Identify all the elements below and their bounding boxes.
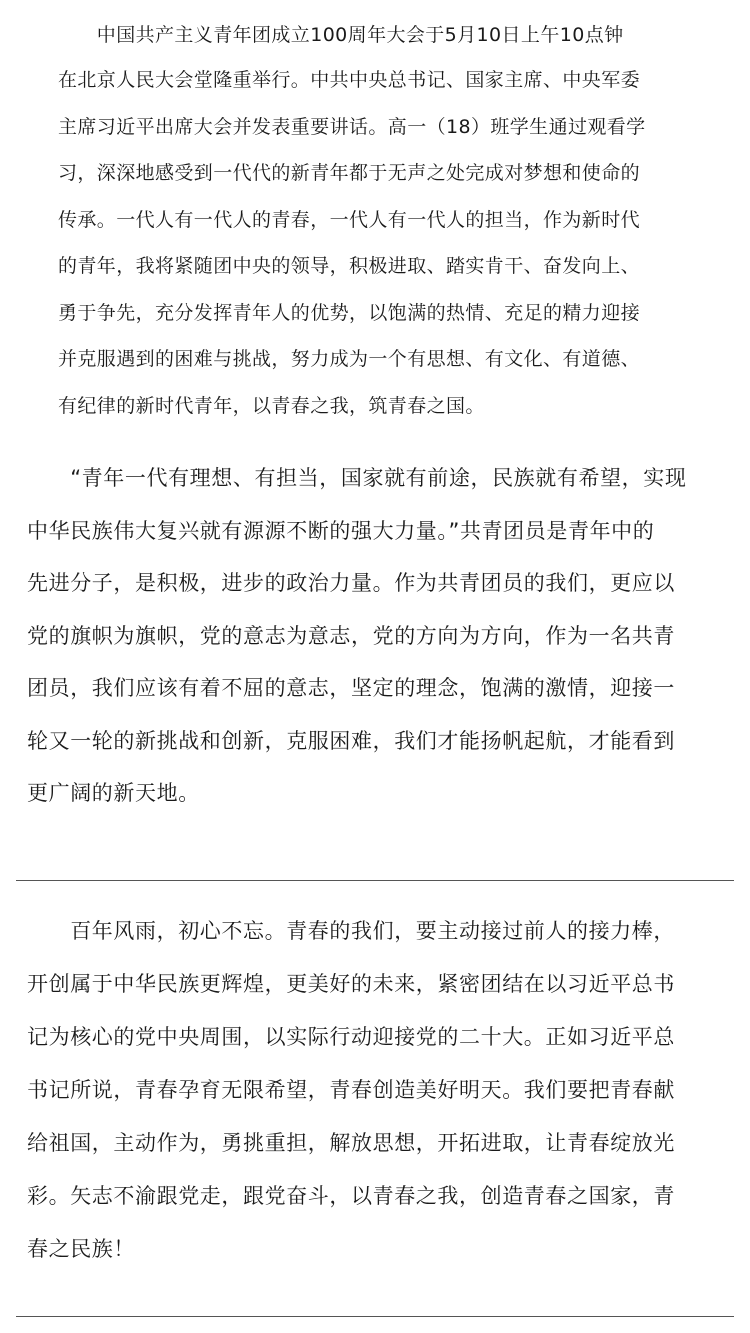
text-line: 习，深深地感受到一代代的新青年都于无声之处完成对梦想和使命的 [58, 162, 641, 184]
text-line: 春之民族！ [27, 1237, 135, 1261]
text-line: 团员，我们应该有着不屈的意志，坚定的理念，饱满的激情，迎接一 [27, 676, 675, 700]
text-line: 书记所说，青春孕育无限希望，青春创造美好明天。我们要把青春献 [27, 1078, 675, 1102]
text-line: 中国共产主义青年团成立100周年大会于5月10日上午10点钟 [58, 24, 624, 46]
text-line: 有纪律的新时代青年，以青春之我，筑青春之国。 [58, 395, 485, 417]
text-line: 先进分子，是积极，进步的政治力量。作为共青团员的我们，更应以 [27, 571, 675, 595]
text-line: 并克服遇到的困难与挑战，努力成为一个有思想、有文化、有道德、 [58, 348, 641, 370]
text-line: 党的旗帜为旗帜，党的意志为意志，党的方向为方向，作为一名共青 [27, 624, 675, 648]
text-line: 给祖国，主动作为，勇挑重担，解放思想，开拓进取，让青春绽放光 [27, 1131, 675, 1155]
text-line: 中华民族伟大复兴就有源源不断的强大力量。”共青团员是青年中的 [27, 519, 655, 543]
section-divider [16, 880, 734, 881]
text-line: 彩。矢志不渝跟党走，跟党奋斗，以青春之我，创造青春之国家，青 [27, 1184, 675, 1208]
text-line: 主席习近平出席大会并发表重要讲话。高一（18）班学生通过观看学 [58, 116, 646, 138]
text-line: 更广阔的新天地。 [27, 781, 200, 805]
section-divider [16, 1316, 734, 1317]
text-line: 记为核心的党中央周围，以实际行动迎接党的二十大。正如习近平总 [27, 1025, 675, 1049]
text-line: 勇于争先，充分发挥青年人的优势，以饱满的热情、充足的精力迎接 [58, 302, 641, 324]
text-line: 轮又一轮的新挑战和创新，克服困难，我们才能扬帆起航，才能看到 [27, 729, 675, 753]
text-line: “青年一代有理想、有担当，国家就有前途，民族就有希望，实现 [27, 466, 687, 490]
text-line: 在北京人民大会堂隆重举行。中共中央总书记、国家主席、中央军委 [58, 69, 641, 91]
text-line: 开创属于中华民族更辉煌，更美好的未来，紧密团结在以习近平总书 [27, 972, 675, 996]
text-line: 的青年，我将紧随团中央的领导，积极进取、踏实肯干、奋发向上、 [58, 255, 641, 277]
text-line: 百年风雨，初心不忘。青春的我们，要主动接过前人的接力棒， [27, 919, 675, 943]
text-line: 传承。一代人有一代人的青春，一代人有一代人的担当，作为新时代 [58, 209, 641, 231]
